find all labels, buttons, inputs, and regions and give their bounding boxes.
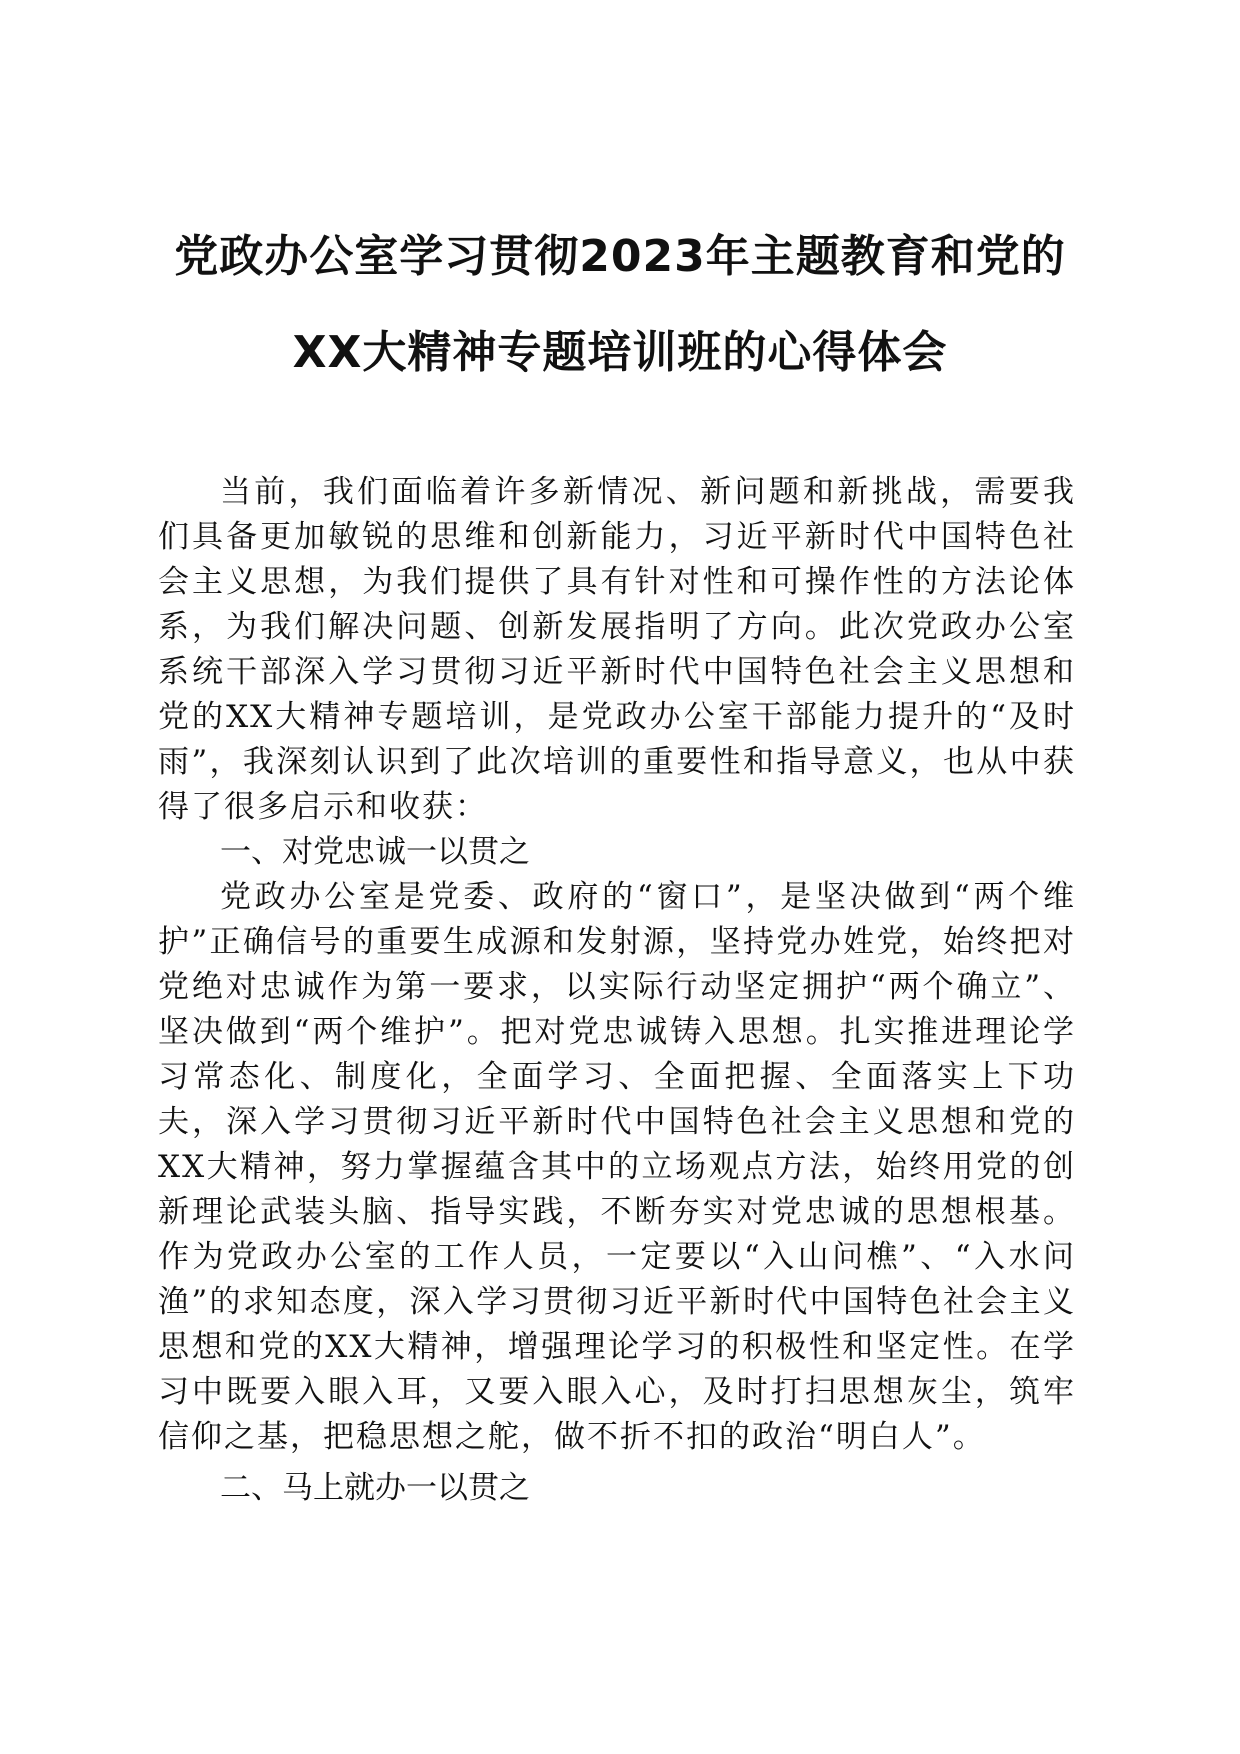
section-heading-1: 一、对党忠诚一以贯之 xyxy=(220,834,530,870)
title-line-2: XX大精神专题培训班的心得体会 xyxy=(292,327,948,378)
document-title xyxy=(0,220,1240,378)
section-1-paragraph: 党政办公室是党委、政府的“窗口”，是坚决做到“两个维护”正确信号的重要生成源和发射源，坚持党办姓党，始终把对党绝对忠诚作为第一要求，以实际行动坚定拥护“两个确立”、坚决做到“两个维护”。把对党忠诚铸入思想。扎实推进理论学习常态化、制度化，全面学习、全面把握、全面落实上下功夫，深入学习贯彻习近平新时代中国特色社会主义思想和党的XX大精神，努力掌握蕴含其中的立场观点方法，始终用党的创新理论武装头脑、指导实践，不断夯实对党忠诚的思想根基。作为党政办公室的工作人员，一定要以“入山问樵”、“入水问渔”的求知态度，深入学习贯彻习近平新时代中国特色社会主义思想和党的XX大精神，增强理论学习的积极性和坚定性。在学习中既要入眼入耳，又要入眼入心，及时打扫思想灰尘，筑牢信仰之基，把稳思想之舵，做不折不扣的政治“明白人”。 xyxy=(158,879,1076,1455)
document-body xyxy=(158,470,1076,1511)
title-line-1: 党政办公室学习贯彻2023年主题教育和党的 xyxy=(174,231,1066,282)
section-heading-2: 二、马上就办一以贯之 xyxy=(220,1470,530,1506)
intro-paragraph: 当前，我们面临着许多新情况、新问题和新挑战，需要我们具备更加敏锐的思维和创新能力，习近平新时代中国特色社会主义思想，为我们提供了具有针对性和可操作性的方法论体系，为我们解决问题、创新发展指明了方向。此次党政办公室系统干部深入学习贯彻习近平新时代中国特色社会主义思想和党的XX大精神专题培训，是党政办公室干部能力提升的“及时雨”，我深刻认识到了此次培训的重要性和指导意义，也从中获得了很多启示和收获： xyxy=(158,474,1076,825)
